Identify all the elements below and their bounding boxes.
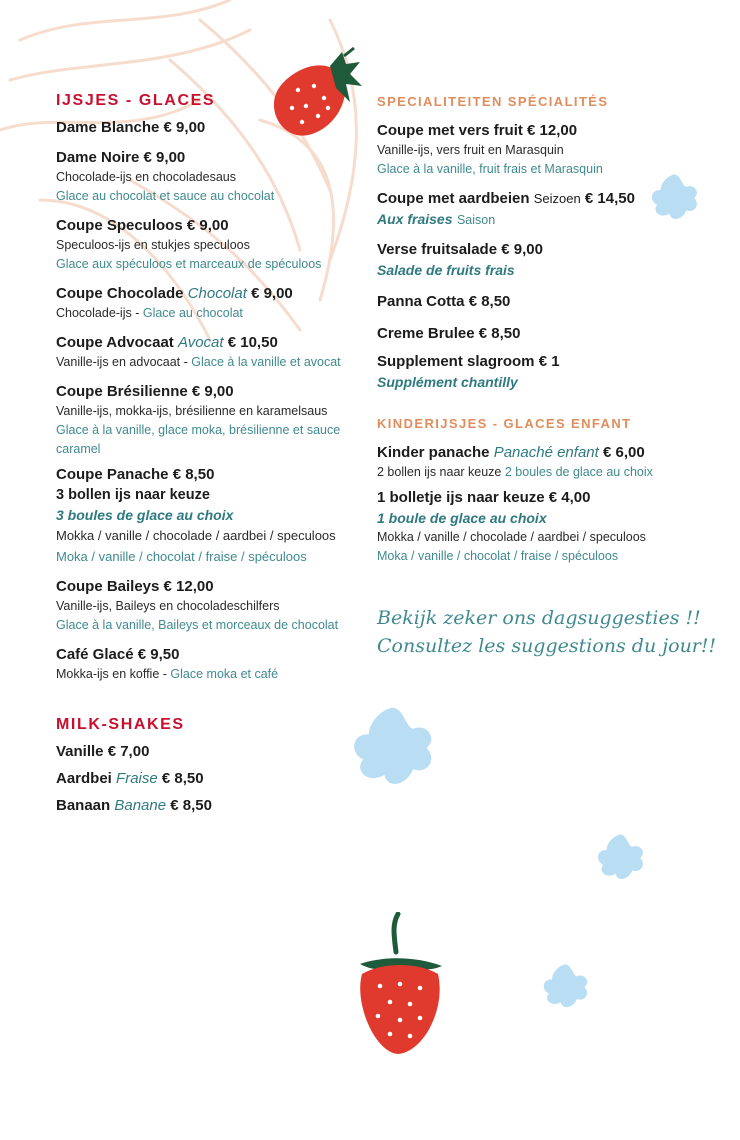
item-description-nl: Mokka / vanille / chocolade / aardbei / speculoos <box>377 530 646 544</box>
menu-item <box>56 333 366 372</box>
blue-flower-decoration <box>536 960 594 1014</box>
menu-item <box>377 189 707 230</box>
item-name: Coupe Advocaat <box>56 334 174 351</box>
item-name-fr: Panaché enfant <box>493 444 599 461</box>
item-price: € 8,50 <box>170 797 212 814</box>
item-name: Dame Noire <box>56 149 140 166</box>
item-description-nl: Vanille-ijs, Baileys en chocoladeschilfers <box>56 599 280 613</box>
item-description-nl: Mokka / vanille / chocolade / aardbei / speculoos <box>56 528 336 543</box>
item-description-fr: Glace aux spéculoos et marceaux de spéculoos <box>56 257 322 271</box>
item-description-nl: Mokka-ijs en koffie <box>56 667 160 681</box>
item-season-fr: Saison <box>456 213 496 227</box>
item-name-fr: Salade de fruits frais <box>377 262 515 278</box>
daily-suggestions-note <box>377 604 717 660</box>
item-description-fr: Moka / vanille / chocolat / fraise / spéculoos <box>377 549 619 563</box>
item-name-fr: Supplément chantilly <box>377 374 518 390</box>
item-price: € 1 <box>538 353 560 370</box>
item-name: Coupe Panache <box>56 466 169 483</box>
menu-item <box>56 284 366 323</box>
item-name: Creme Brulee <box>377 325 475 342</box>
item-price: € 8,50 <box>468 293 511 310</box>
item-name: Kinder panache <box>377 444 490 461</box>
item-name: Banaan <box>56 797 111 814</box>
suggestion-line-nl: Bekijk zeker ons dagsuggesties !! <box>377 607 701 629</box>
item-price: € 9,00 <box>251 285 293 302</box>
item-name: Coupe Chocolade <box>56 285 184 302</box>
item-description-nl: 2 bollen ijs naar keuze <box>377 465 502 479</box>
item-name: Panna Cotta <box>377 293 465 310</box>
item-description-fr: 2 boules de glace au choix <box>504 465 653 479</box>
menu-item <box>377 443 707 482</box>
item-price: € 4,00 <box>548 489 591 506</box>
left-column <box>56 92 366 816</box>
item-name: Supplement slagroom <box>377 353 535 370</box>
item-description-nl: Vanille-ijs, vers fruit en Marasquin <box>377 143 564 157</box>
item-name: Coupe Brésilienne <box>56 383 188 400</box>
menu-item <box>377 352 707 392</box>
menu-item <box>56 465 366 567</box>
item-season: Seizoen <box>533 191 581 206</box>
item-price: € 9,00 <box>163 119 206 136</box>
menu-item <box>56 382 366 459</box>
item-name: Dame Blanche <box>56 119 160 136</box>
item-name-fr: Banane <box>114 797 167 814</box>
menu-item <box>56 769 366 789</box>
item-subtitle: 3 bollen ijs naar keuze <box>56 487 210 503</box>
item-name: Coupe Baileys <box>56 578 160 595</box>
item-description-fr: Glace au chocolat et sauce au chocolat <box>56 189 275 203</box>
item-name: Vanille <box>56 743 104 760</box>
item-description-fr: Glace à la vanille, Baileys et morceaux de chocolat <box>56 618 339 632</box>
item-price: € 9,00 <box>501 241 543 258</box>
item-name-fr: 1 boule de glace au choix <box>377 510 547 526</box>
section-title-kids: KINDERIJSJES - GLACES ENFANT <box>377 416 632 431</box>
menu-item <box>56 118 366 138</box>
item-price: € 14,50 <box>584 190 635 207</box>
item-name: Coupe Speculoos <box>56 217 183 234</box>
item-price: € 9,00 <box>186 217 229 234</box>
right-column <box>377 94 707 576</box>
item-name: Verse fruitsalade <box>377 241 498 258</box>
item-name: Café Glacé <box>56 646 134 663</box>
item-name: Aardbei <box>56 770 112 787</box>
item-price: € 8,50 <box>172 466 215 483</box>
item-price: € 12,00 <box>527 122 578 139</box>
menu-item <box>377 292 707 312</box>
item-description-fr: Glace à la vanille, fruit frais et Marasquin <box>377 162 603 176</box>
menu-item <box>56 577 366 635</box>
item-description-nl: Vanille-ijs en advocaat <box>56 355 184 369</box>
blue-flower-decoration <box>590 830 650 886</box>
menu-item <box>56 148 366 206</box>
item-description-nl: Chocolade-ijs en chocoladesaus <box>56 170 236 184</box>
item-name: 1 bolletje ijs naar keuze <box>377 489 545 506</box>
item-price: € 6,00 <box>602 444 645 461</box>
separator: - <box>183 355 192 369</box>
item-name-fr: Avocat <box>177 334 224 351</box>
item-price: € 8,50 <box>161 770 204 787</box>
item-description-fr: Glace au chocolat <box>142 306 243 320</box>
menu-item <box>56 645 366 684</box>
menu-item <box>377 488 707 566</box>
section-title-shakes: MILK-SHAKES <box>56 716 185 733</box>
item-name-fr: Aux fraises <box>377 211 453 227</box>
item-description-fr: Glace à la vanille, glace moka, brésilienne et sauce caramel <box>56 423 341 456</box>
item-name: Coupe met aardbeien <box>377 190 530 207</box>
item-description-nl: Chocolade-ijs <box>56 306 132 320</box>
item-description-fr: Glace moka et café <box>170 667 279 681</box>
item-price: € 12,00 <box>163 578 214 595</box>
menu-item <box>56 742 366 762</box>
item-price: € 8,50 <box>478 325 521 342</box>
item-name-fr: Fraise <box>116 770 158 787</box>
item-description-fr: Glace à la vanille et avocat <box>191 355 341 369</box>
menu-item <box>377 240 707 280</box>
item-name-fr: Chocolat <box>187 285 247 302</box>
menu-item <box>377 121 707 179</box>
item-name: Coupe met vers fruit <box>377 122 523 139</box>
item-price: € 9,00 <box>191 383 234 400</box>
menu-item <box>377 324 707 344</box>
suggestion-line-fr: Consultez les suggestions du jour!! <box>377 635 717 657</box>
section-title-specials: SPECIALITEITEN SPÉCIALITÉS <box>377 94 609 109</box>
separator: - <box>159 667 171 681</box>
item-subtitle-fr: 3 boules de glace au choix <box>56 507 234 523</box>
item-description-nl: Speculoos-ijs en stukjes speculoos <box>56 238 250 252</box>
item-price: € 10,50 <box>227 334 278 351</box>
separator: - <box>131 306 143 320</box>
item-price: € 9,50 <box>137 646 180 663</box>
item-description-fr: Moka / vanille / chocolat / fraise / spéculoos <box>56 549 307 564</box>
menu-item <box>56 216 366 274</box>
item-description-nl: Vanille-ijs, mokka-ijs, brésilienne en karamelsaus <box>56 404 328 418</box>
item-price: € 7,00 <box>107 743 150 760</box>
strawberry-illustration-bottom <box>352 912 448 1062</box>
item-price: € 9,00 <box>143 149 186 166</box>
section-title-ice: IJSJES - GLACES <box>56 92 216 109</box>
menu-item <box>56 796 366 816</box>
